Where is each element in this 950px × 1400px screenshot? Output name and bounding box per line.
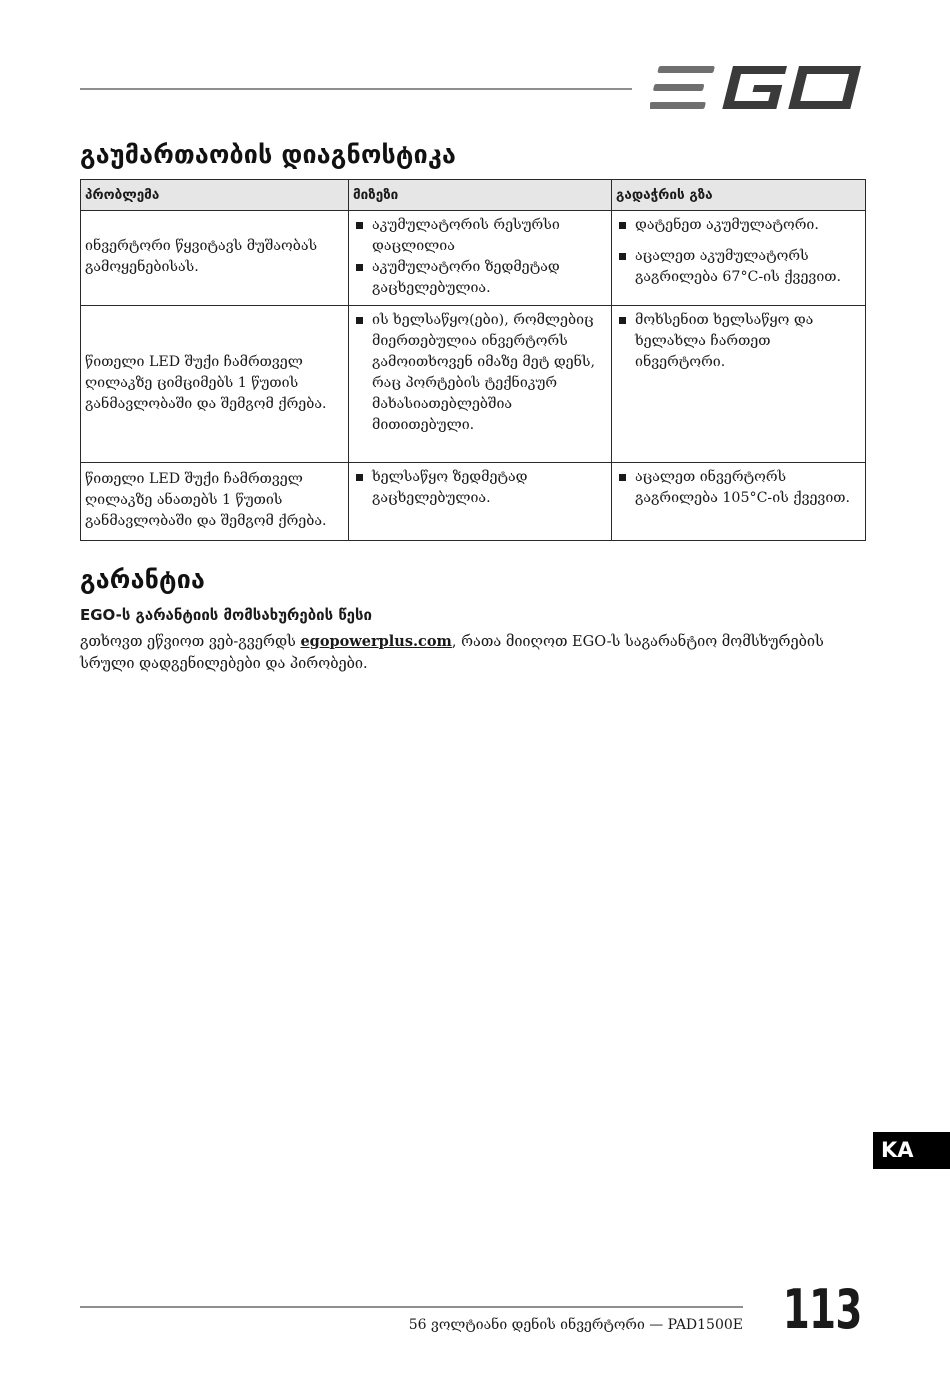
cause-cell — [349, 463, 612, 541]
diagnostics-title: გაუმართაობის დიაგნოსტიკა — [80, 140, 457, 169]
column-header-problem: პრობლემა — [81, 180, 349, 211]
problem-cell: წითელი LED შუქი ჩამრთველ ღილაკზე ანათებს 1 წუთის განმავლობაში და შემგომ ქრება. — [81, 463, 349, 541]
warranty-link[interactable]: egopowerplus.com — [300, 633, 452, 650]
solution-item: დატენეთ აკუმულატორი. — [616, 215, 861, 236]
table-row — [81, 463, 866, 541]
problem-cell: წითელი LED შუქი ჩამრთველ ღილაკზე ციმციმებს 1 წუთის განმავლობაში და შემგომ ქრება. — [81, 306, 349, 463]
table-row — [81, 211, 866, 306]
header-rule — [80, 88, 632, 90]
cause-item: აკუმულატორის რესურსი დაცლილია — [353, 215, 607, 257]
solution-cell — [612, 463, 866, 541]
solution-item: აცალეთ აკუმულატორს გაგრილება 67°C-ის ქვევით. — [616, 246, 861, 288]
table-row — [81, 306, 866, 463]
warranty-subtitle: EGO-ს გარანტიის მომსახურების წესი — [80, 606, 372, 624]
solution-item: მოხსენით ხელსაწყო და ხელახლა ჩართეთ ინვერტორი. — [616, 310, 861, 373]
solution-cell — [612, 211, 866, 306]
column-header-solution: გადაჭრის გზა — [612, 180, 866, 211]
cause-cell — [349, 306, 612, 463]
footer-text: 56 ვოლტიანი დენის ინვერტორი — PAD1500E — [408, 1317, 743, 1333]
cause-cell — [349, 211, 612, 306]
warranty-text-before: გთხოვთ ეწვიოთ ვებ-გვერდს — [80, 634, 301, 650]
page-number: 113 — [782, 1278, 862, 1341]
language-tab: KA — [873, 1132, 950, 1169]
solution-cell — [612, 306, 866, 463]
column-header-cause: მიზეზი — [349, 180, 612, 211]
footer-rule — [80, 1306, 743, 1308]
solution-item: აცალეთ ინვერტორს გაგრილება 105°C-ის ქვევით. — [616, 467, 861, 509]
warranty-text-after: , რათა მიიღოთ EGO-ს საგარანტიო მომსხურების სრული დადგენილებები და პირობები. — [80, 634, 824, 672]
table-header-row — [81, 180, 866, 211]
cause-item: ის ხელსაწყო(ები), რომლებიც მიერთებულია ინვერტორს გამოითხოვენ იმაზე მეტ დენს, რაც პორტების ტექნიკურ მახასიათებლებშია მითითებული. — [353, 310, 607, 436]
problem-cell: ინვერტორი წყვიტავს მუშაობას გამოყენებისას. — [81, 211, 349, 306]
warranty-title: გარანტია — [80, 565, 206, 594]
cause-item: ხელსაწყო ზედმეტად გაცხელებულია. — [353, 467, 607, 509]
warranty-text — [80, 631, 870, 675]
cause-item: აკუმულატორი ზედმეტად გაცხელებულია. — [353, 257, 607, 299]
diagnostics-table — [80, 179, 866, 541]
ego-logo-icon — [650, 62, 862, 114]
